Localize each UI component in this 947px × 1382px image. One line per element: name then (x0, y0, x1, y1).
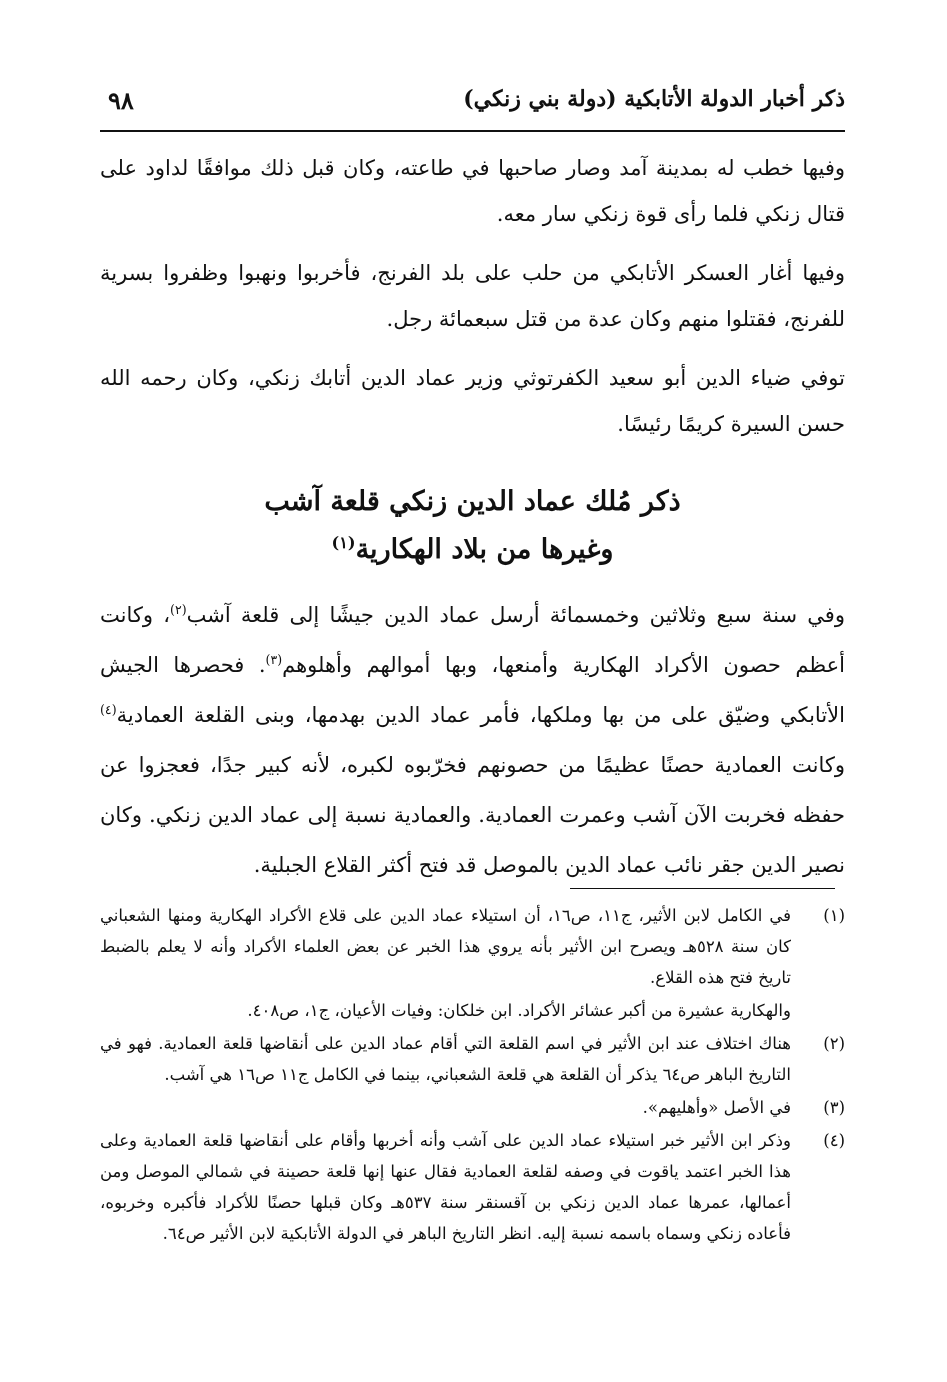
footnote-4 (100, 1125, 845, 1249)
section-body (100, 590, 845, 890)
paragraph-3: توفي ضياء الدين أبو سعيد الكفرتوثي وزير عماد الدين أتابك زنكي، وكان رحمه الله حسن السيرة كريمًا رئيسًا. (100, 366, 845, 436)
section-heading-line-1: ذكر مُلك عماد الدين زنكي قلعة آشب (264, 486, 681, 517)
footnote-text: وذكر ابن الأثير خبر استيلاء عماد الدين على آشب وأنه أخربها وأقام على أنقاضها قلعة العمادية وعلى هذا الخبر اعتمد ياقوت في وصفه لقلعة العمادية فقال عنها إنها قلعة حصينة في شمالي الموصل ومن أعمالها، عمرها عماد الدين زنكي بن آقسنقر سنة ٥٣٧هـ وكان قبلها حصنًا للأكراد فأكبره وخربوه، فأعاده زنكي وسماه باسمه نسبة إليه. انظر التاريخ الباهر في الدولة الأتابكية لابن الأثير ص٦٤. (100, 1131, 791, 1243)
page-number: ٩٨ (108, 86, 134, 115)
footnotes (100, 900, 845, 1251)
section-heading (100, 478, 845, 574)
footnote-number: (٣) (823, 1098, 845, 1117)
section-heading-line-2 (100, 526, 845, 574)
heading-footnote-ref: (١) (331, 533, 356, 552)
footnote-1 (100, 900, 845, 993)
footnote-number: (١) (823, 906, 845, 925)
section-body-part-4: وكانت العمادية حصنًا عظيمًا من حصونهم فخرّبوه لكبره، لأنه كبير جدًا، فعجزوا عن حفظه فخربت الآن آشب وعمرت العمادية. والعمادية نسبة إلى عماد الدين زنكي. وكان نصير الدين جقر نائب عماد الدين بالموصل قد فتح أكثر القلاع الجبلية. (100, 753, 845, 877)
footnote-number: (٤) (823, 1131, 845, 1150)
section-heading-line-2-text: وغيرها من بلاد الهكارية (355, 534, 614, 565)
footnote-3 (100, 1092, 845, 1123)
page-header (100, 80, 845, 132)
section-body-part-1: وفي سنة سبع وثلاثين وخمسمائة أرسل عماد الدين جيشًا إلى قلعة آشب (186, 603, 845, 627)
footnote-ref-2: (٢) (170, 602, 187, 617)
section-body-part-3: . فحصرها الجيش الأتابكي وضيّق على من بها وملكها، فأمر عماد الدين بهدمها، وبنى القلعة العمادية (100, 653, 845, 727)
footnote-number: (٢) (823, 1034, 845, 1053)
paragraph-1: وفيها خطب له بمدينة آمد وصار صاحبها في طاعته، وكان قبل ذلك موافقًا لداود على قتال زنكي فلما رأى قوة زنكي سار معه. (100, 156, 845, 226)
running-title: ذكر أخبار الدولة الأتابكية (دولة بني زنكي) (463, 86, 845, 112)
footnote-text: في الكامل لابن الأثير، ج١١، ص١٦، أن استيلاء عماد الدين على قلاع الأكراد الهكارية ومنها الشعباني كان سنة ٥٢٨هـ ويصرح ابن الأثير بأنه يروي هذا الخبر عن بعض العلماء الأكراد وأنه لا يعلم بالضبط تاريخ فتح هذه القلاع. (100, 906, 792, 987)
footnote-ref-4: (٤) (100, 702, 117, 717)
paragraph-2: وفيها أغار العسكر الأتابكي من حلب على بلد الفرنج، فأخربوا ونهبوا وظفروا بسرية للفرنج، فقتلوا منهم وكان عدة من قتل سبعمائة رجل. (100, 261, 845, 331)
footnote-text: في الأصل «وأهليهم». (642, 1098, 791, 1117)
footnote-divider (570, 888, 835, 889)
footnote-1-extra: والهكارية عشيرة من أكبر عشائر الأكراد. ابن خلكان: وفيات الأعيان، ج١، ص٤٠٨. (247, 1001, 791, 1020)
footnote-ref-3: (٣) (265, 652, 283, 667)
section-body-part-2: ، وكانت أعظم حصون الأكراد الهكارية وأمنعها، وبها أموالهم وأهلوهم (100, 603, 845, 677)
footnote-text: هناك اختلاف عند ابن الأثير في اسم القلعة التي أقام عماد الدين على أنقاضها قلعة العمادية. فهو في التاريخ الباهر ص٦٤ يذكر أن القلعة هي قلعة الشعباني، بينما في الكامل ج١١ ص١٦ هي آشب. (100, 1034, 791, 1084)
footnote-2 (100, 1028, 845, 1090)
